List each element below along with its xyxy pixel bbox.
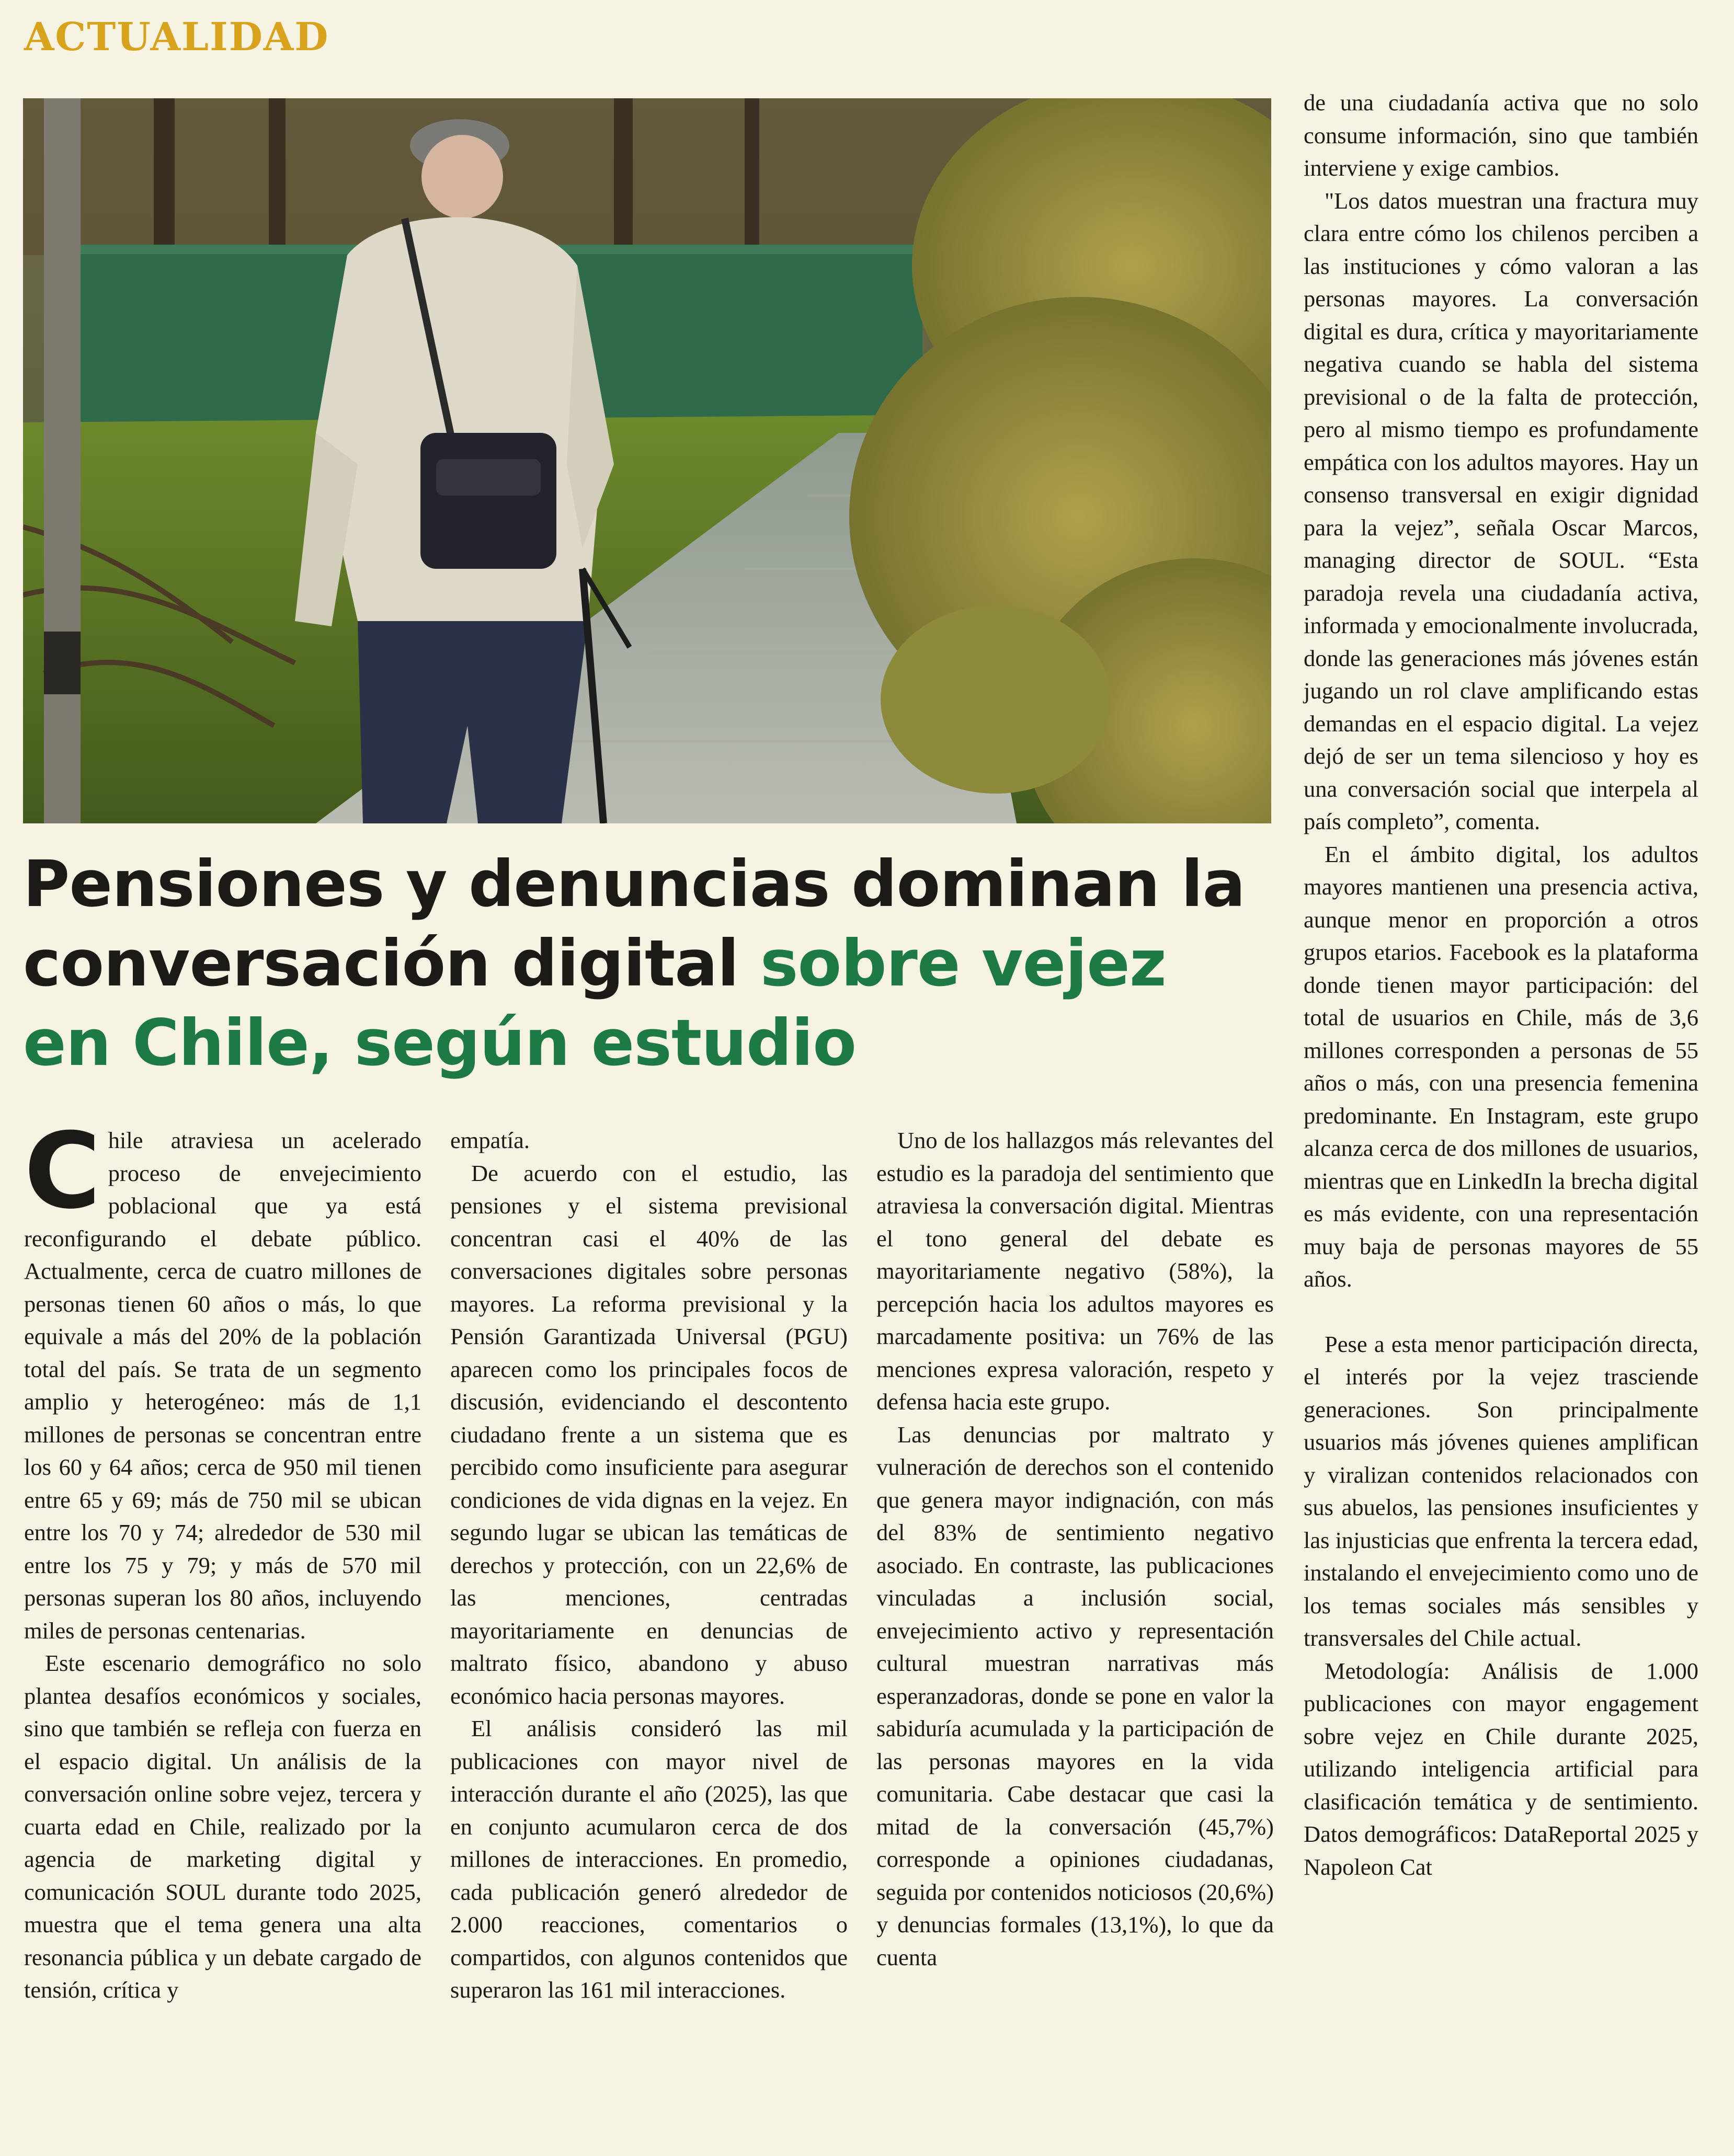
methodology-paragraph: Metodología: Análisis de 1.000 publicaciones con mayor engagement sobre vejez en Chile durante 2025, utilizando inteligencia artificial para clasificación temática y de sentimiento. Datos demográficos: DataReportal 2025 y Napoleon Cat	[1304, 1657, 1698, 1880]
article-column-4	[1304, 86, 1698, 2141]
paragraph: Las denuncias por maltrato y vulneración de derechos son el contenido que genera mayor indignación, con más del 83% de sentimiento negativo asociado. En contraste, las publicaciones vinculadas a inclusión social, envejecimiento activo y representación cultural muestran narrativas más esperanzadoras, donde se pone en valor la sabiduría acumulada y la participación de las personas mayores en la vida comunitaria. Cabe destacar que casi la mitad de la conversación (45,7%) corresponde a opiniones ciudadanas, seguida por contenidos noticiosos (20,6%) y denuncias formales (13,1%), lo que da cuenta	[876, 1421, 1274, 1970]
paragraph: En el ámbito digital, los adultos mayores mantienen una presencia activa, aunque menor en proporción a otros grupos etarios. Facebook es la plataforma donde tienen mayor participación: del total de usuarios en Chile, más de 3,6 millones corresponden a personas de 55 años o más, con una presencia femenina predominante. En Instagram, este grupo alcanza cerca de dos millones de usuarios, mientras que en LinkedIn la brecha digital es más evidente, con una representación muy baja de personas mayores de 55 años.	[1304, 841, 1698, 1292]
article-column-1	[24, 1110, 421, 2138]
headline	[23, 844, 1257, 1083]
paragraph: De acuerdo con el estudio, las pensiones y el sistema previsional concentran casi el 40% de las conversaciones digitales sobre personas mayores. La reforma previsional y la Pensión Garantizada Universal (PGU) aparecen como los principales focos de discusión, evidenciando el descontento ciudadano frente a un sistema que es percibido como insuficiente para asegurar condiciones de vida dignas en la vejez. En segundo lugar se ubican las temáticas de derechos y protección, con un 22,6% de las menciones, centradas mayoritariamente en denuncias de maltrato físico, abandono y abuso económico hacia personas mayores.	[450, 1160, 848, 1709]
headline-main: Pensiones y denuncias dominan la conversación digital	[23, 847, 1245, 1001]
quote-paragraph: "Los datos muestran una fractura muy clara entre cómo los chilenos perciben a las instituciones y cómo valoran a las personas mayores. La conversación digital es dura, crítica y mayoritariamente negativa cuando se habla del sistema previsional o de la falta de protección, pero al mismo tiempo es profundamente empática con los adultos mayores. Hay un consenso transversal en exigir dignidad para la vejez”, señala Oscar Marcos, managing director de SOUL. “Esta paradoja revela una ciudadanía activa, informada y emocionalmente involucrada, donde las generaciones más jóvenes están jugando un rol clave amplificando estas demandas en el espacio digital. La vejez dejó de ser un tema silencioso y hoy es una conversación social que interpela al país completo”, comenta.	[1304, 187, 1698, 834]
paragraph: de una ciudadanía activa que no solo consume información, sino que también interviene y exige cambios.	[1304, 89, 1698, 181]
paragraph: El análisis consideró las mil publicaciones con mayor nivel de interacción durante el año (2025), las que en conjunto acumularon cerca de dos millones de interacciones. En promedio, cada publicación generó alrededor de 2.000 reacciones, comentarios o compartidos, con algunos contenidos que superaron las 161 mil interacciones.	[450, 1715, 848, 2003]
section-label: ACTUALIDAD	[24, 15, 329, 60]
article-column-3	[876, 1124, 1274, 2138]
paragraph: Chile atraviesa un acelerado proceso de envejecimiento poblacional que ya está reconfigurando el debate público. Actualmente, cerca de cuatro millones de personas tienen 60 años o más, lo que equivale a más del 20% de la población total del país. Se trata de un segmento amplio y heterogéneo: más de 1,1 millones de personas se concentran entre los 60 y 64 años; cerca de 950 mil tienen entre 65 y 69; más de 750 mil se ubican entre los 70 y 74; alrededor de 530 mil entre los 75 y 79; y más de 570 mil personas superan los 80 años, incluyendo miles de personas centenarias.	[24, 1110, 421, 1644]
article-photo	[23, 98, 1271, 823]
paragraph: empatía.	[450, 1127, 530, 1153]
headline-highlight: sobre vejez en Chile, según estudio	[23, 926, 1166, 1080]
paragraph: Pese a esta menor participación directa, el interés por la vejez trasciende generaciones. Son principalmente usuarios más jóvenes quienes amplifican y viralizan contenidos relacionados con sus abuelos, las pensiones insuficientes y las injusticias que enfrenta la tercera edad, instalando el envejecimiento como uno de los temas sociales más sensibles y transversales del Chile actual.	[1304, 1331, 1698, 1651]
drop-cap: C	[24, 1110, 101, 1232]
paragraph: Este escenario demográfico no solo plantea desafíos económicos y sociales, sino que también se refleja con fuerza en el espacio digital. Un análisis de la conversación online sobre vejez, tercera y cuarta edad en Chile, realizado por la agencia de marketing digital y comunicación SOUL durante todo 2025, muestra que el tema genera una alta resonancia pública y un debate cargado de tensión, crítica y	[24, 1650, 421, 2003]
elderly-man-walking-photo	[23, 98, 1271, 823]
article-column-2	[450, 1124, 848, 2138]
paragraph: Uno de los hallazgos más relevantes del estudio es la paradoja del sentimiento que atraviesa la conversación digital. Mientras el tono general del debate es mayoritariamente negativo (58%), la percepción hacia los adultos mayores es marcadamente positiva: un 76% de las menciones expresa valoración, respeto y defensa hacia este grupo.	[876, 1127, 1274, 1415]
